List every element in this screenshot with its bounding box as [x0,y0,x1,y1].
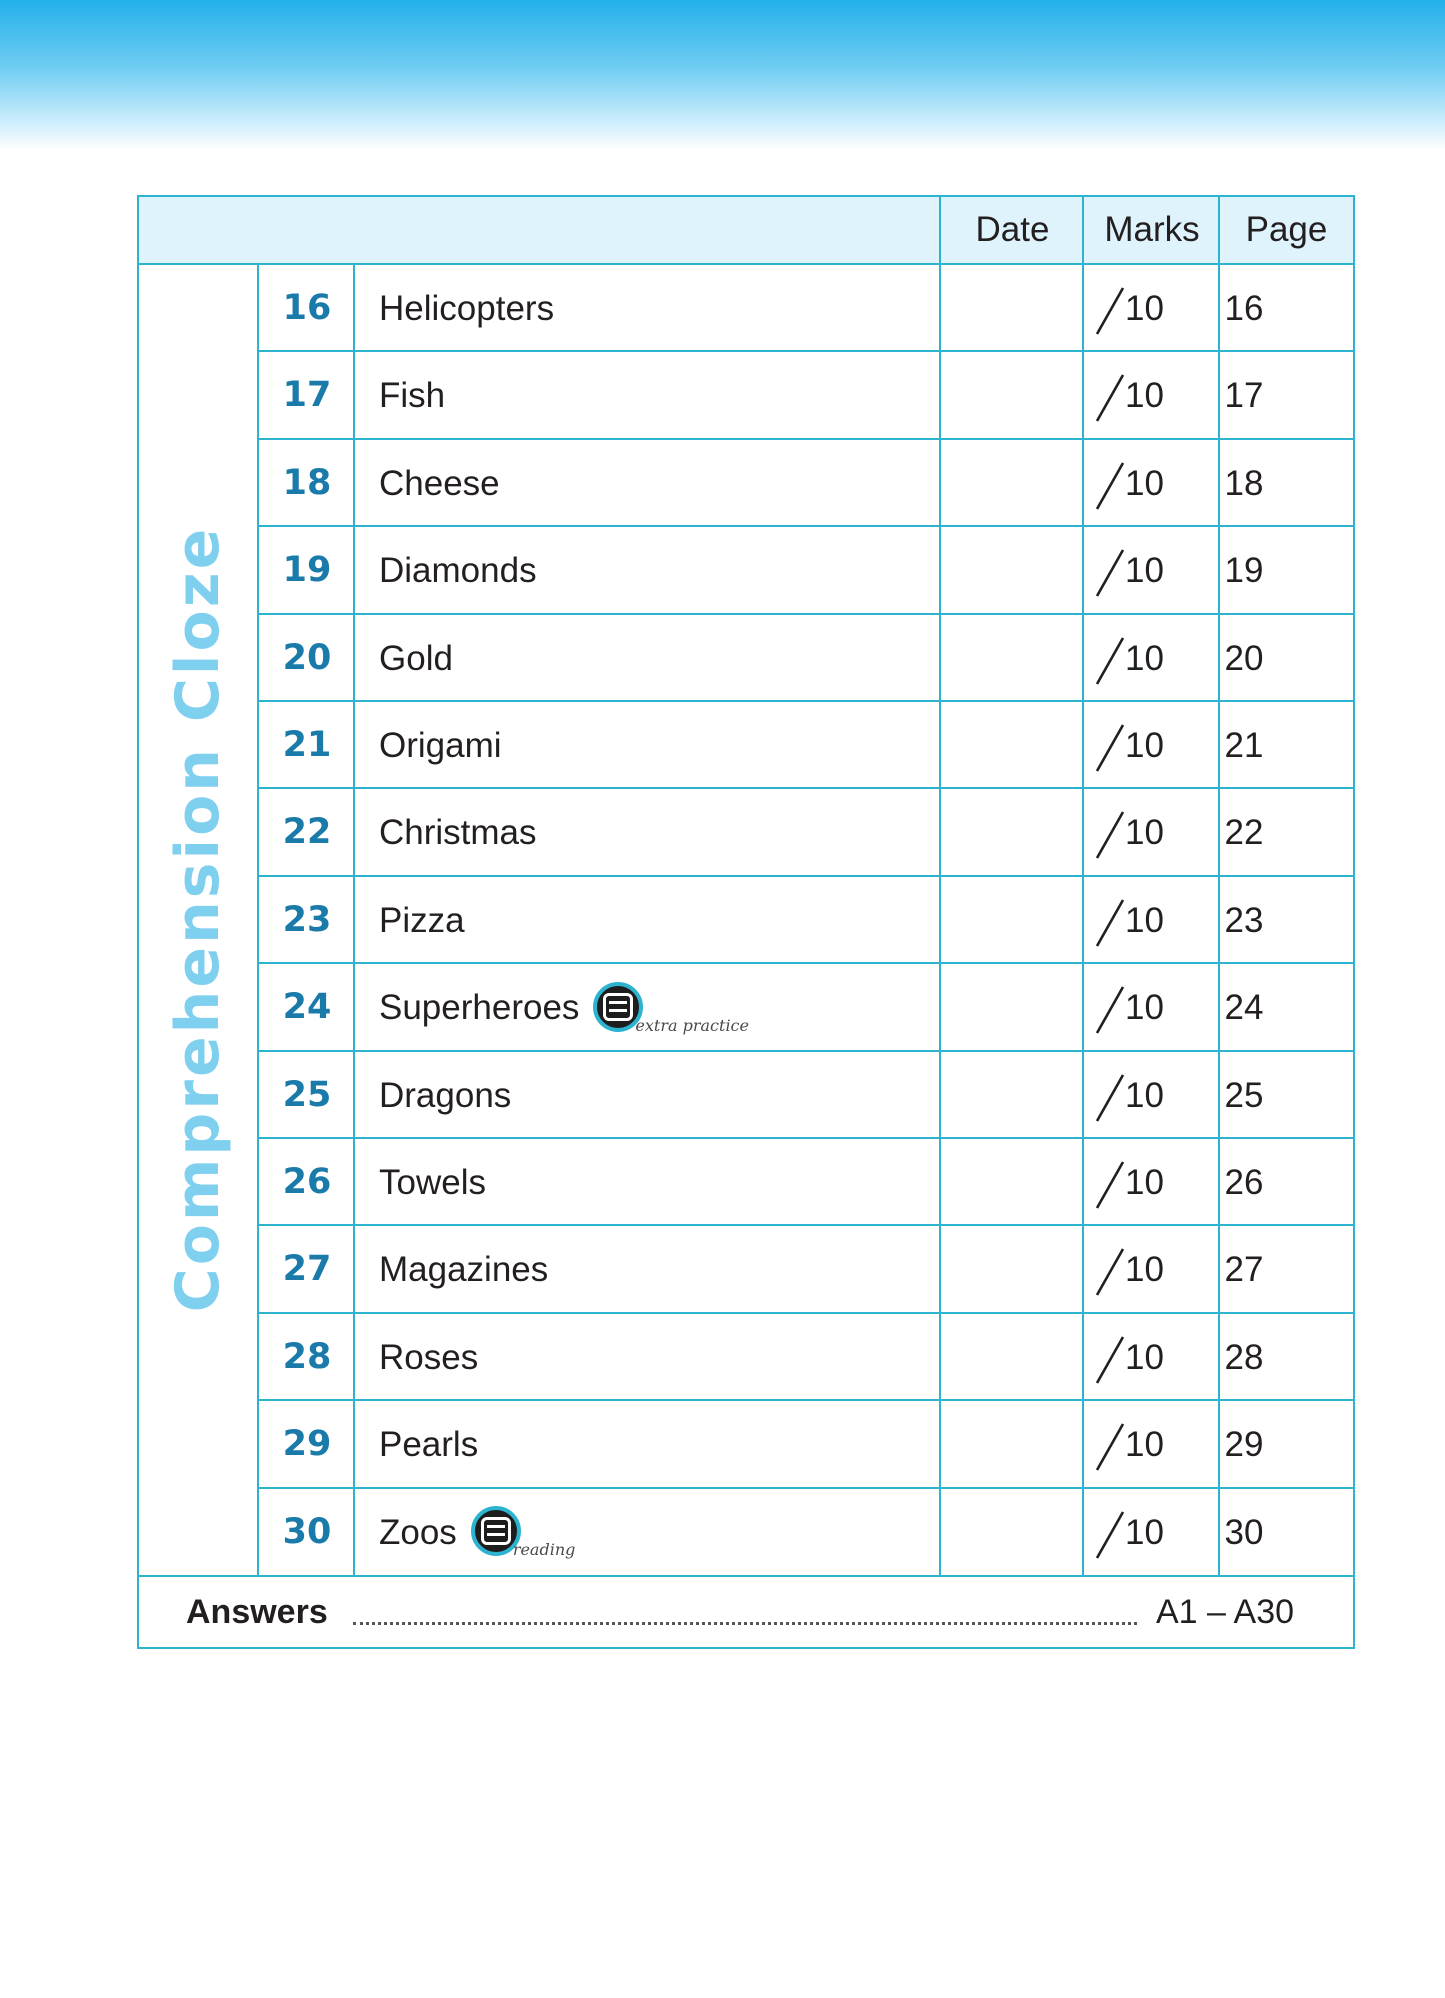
marks-cell[interactable] [1041,1226,1175,1313]
marks-cell[interactable] [1041,1052,1175,1139]
divider-line [257,1224,1353,1226]
marks-cell[interactable] [1041,440,1175,527]
entry-number: 16 [282,288,332,328]
divider-line [257,1487,1353,1489]
table-row [259,702,1353,789]
section-label: Comprehension Cloze [163,525,233,1312]
marks-cell[interactable] [1041,1489,1175,1576]
entry-title-text: Superheroes [379,988,580,1028]
entry-title[interactable] [379,265,554,352]
page-number: 22 [1224,813,1264,853]
slash-mark [1093,1160,1127,1210]
entry-title-text: Pizza [379,900,465,940]
slash-mark [1093,286,1127,336]
entry-number: 17 [282,375,332,416]
divider-line [939,197,941,1575]
table-row [259,789,1353,876]
divider-line [257,700,1353,702]
table-row [259,1139,1353,1226]
marks-cell[interactable] [1041,877,1175,964]
entry-number: 18 [282,462,332,503]
page-number: 25 [1224,1075,1264,1115]
entry-title-text: Christmas [379,813,537,853]
entry-title-text: Cheese [379,463,500,503]
marks-total: 10 [1125,726,1164,765]
page-number: 27 [1224,1250,1264,1290]
marks-total: 10 [1125,1337,1164,1377]
entry-title[interactable] [379,527,537,614]
section-label-area [139,263,257,1574]
divider-line [257,787,1353,789]
divider-line [257,525,1353,527]
table-row [259,1052,1353,1139]
marks-total: 10 [1125,1163,1164,1202]
slash-mark [1093,1335,1127,1385]
divider-line [257,962,1353,964]
marks-total: 10 [1125,1250,1164,1290]
marks-total: 10 [1125,551,1164,591]
entry-number: 26 [282,1162,332,1202]
entry-title-text: Origami [379,726,502,765]
entry-title-text: Fish [379,376,446,416]
entry-number: 30 [282,1511,332,1552]
entry-title[interactable] [379,1489,576,1576]
marks-total: 10 [1125,1512,1164,1552]
entry-title[interactable] [379,964,749,1051]
entry-title-text: Pearls [379,1425,479,1465]
marks-cell[interactable] [1041,789,1175,876]
table-row [259,265,1353,352]
date-column-header: Date [975,210,1050,249]
table-row [259,615,1353,702]
table-row [259,1226,1353,1313]
slash-mark [1093,898,1127,948]
entry-title[interactable] [379,440,500,527]
entry-title[interactable] [379,702,502,789]
page-number: 28 [1224,1337,1264,1377]
page-number: 24 [1224,988,1264,1028]
table-row [259,527,1353,614]
divider-line [257,875,1353,877]
entry-title-text: Dragons [379,1075,512,1115]
divider-line [257,1399,1353,1401]
marks-total: 10 [1125,988,1164,1028]
entry-number: 29 [282,1424,332,1465]
marks-total: 10 [1125,900,1164,940]
entry-title-text: Gold [379,638,453,678]
entry-number: 23 [282,899,332,940]
page-number: 21 [1224,726,1264,765]
entry-title[interactable] [379,877,465,964]
entry-number: 28 [282,1336,332,1377]
table-row [259,1314,1353,1401]
entry-title-text: Roses [379,1337,479,1377]
top-banner [0,0,1445,150]
marks-cell[interactable] [1041,702,1175,789]
marks-total: 10 [1125,463,1164,503]
slash-mark [1093,1073,1127,1123]
page-number: 17 [1224,376,1264,416]
slash-mark [1093,723,1127,773]
marks-cell[interactable] [1041,1314,1175,1401]
badge-caption: reading [512,1540,576,1560]
divider-line [139,263,1353,265]
entry-title-text: Towels [379,1163,486,1202]
entry-title-text: Magazines [379,1250,549,1290]
slash-mark [1093,985,1127,1035]
marks-total: 10 [1125,1425,1164,1465]
slash-mark [1093,810,1127,860]
divider-line [257,1050,1353,1052]
entry-title[interactable] [379,1052,511,1139]
entry-number: 24 [282,987,332,1028]
marks-column-header: Marks [1104,210,1200,249]
page-number: 30 [1224,1512,1264,1552]
marks-total: 10 [1125,376,1164,416]
badge-caption: extra practice [635,1015,749,1035]
worksheet-icon [481,1517,511,1545]
divider-line [257,1137,1353,1139]
marks-cell[interactable] [1041,352,1175,439]
page-number: 18 [1224,463,1264,503]
page-number: 20 [1224,638,1264,678]
page-number: 29 [1224,1425,1264,1465]
slash-mark [1093,548,1127,598]
divider-line [257,350,1353,352]
page-number: 26 [1224,1163,1264,1202]
slash-mark [1093,636,1127,686]
slash-mark [1093,373,1127,423]
page-number: 23 [1224,900,1264,940]
entry-title[interactable] [379,1314,478,1401]
marks-cell[interactable] [1041,265,1175,352]
table-row [259,1401,1353,1488]
marks-cell[interactable] [1041,527,1175,614]
marks-total: 10 [1125,1075,1164,1115]
entry-number: 25 [282,1074,332,1115]
divider-line [1218,197,1220,1575]
slash-mark [1093,1422,1127,1472]
table-row [259,1489,1353,1576]
marks-cell[interactable] [1041,964,1175,1051]
divider-line [257,438,1353,440]
page-number: 16 [1224,289,1264,328]
page-column-header: Page [1245,210,1328,249]
answers-label: Answers [186,1593,328,1631]
slash-mark [1093,1510,1127,1560]
marks-total: 10 [1125,813,1164,853]
entry-number: 27 [282,1249,332,1290]
divider-line [139,1575,1353,1577]
answers-pages: A1 – A30 [1156,1593,1295,1631]
divider-line [257,1312,1353,1314]
entry-title-text: Zoos [379,1512,457,1552]
table-row [259,877,1353,964]
marks-cell[interactable] [1041,1401,1175,1488]
marks-total: 10 [1125,289,1164,328]
divider-line [257,613,1353,615]
entry-title[interactable] [379,1401,478,1488]
entry-title[interactable] [379,1226,548,1313]
divider-line [353,263,355,1575]
entry-number: 21 [282,725,332,765]
answers-row [139,1576,1353,1649]
page-number: 19 [1224,551,1264,591]
divider-line [257,263,259,1575]
marks-cell[interactable] [1041,1139,1175,1226]
resource-badge-icon [593,982,749,1035]
entry-number: 19 [282,550,332,591]
entry-title-text: Helicopters [379,289,555,328]
entry-title[interactable] [379,789,537,876]
contents-table [137,195,1355,1649]
marks-total: 10 [1125,638,1164,678]
table-row [259,352,1353,439]
marks-cell[interactable] [1041,615,1175,702]
dot-leader [353,1622,1137,1625]
table-row [259,964,1353,1051]
entry-number: 20 [282,637,332,678]
slash-mark [1093,1247,1127,1297]
entry-title[interactable] [379,1139,486,1226]
entry-title-text: Diamonds [379,551,537,591]
slash-mark [1093,461,1127,511]
entry-title[interactable] [379,615,453,702]
resource-badge-icon [471,1506,576,1560]
divider-line [1082,197,1084,1575]
table-row [259,440,1353,527]
entry-title[interactable] [379,352,445,439]
entry-number: 22 [282,812,332,853]
worksheet-icon [603,993,633,1021]
